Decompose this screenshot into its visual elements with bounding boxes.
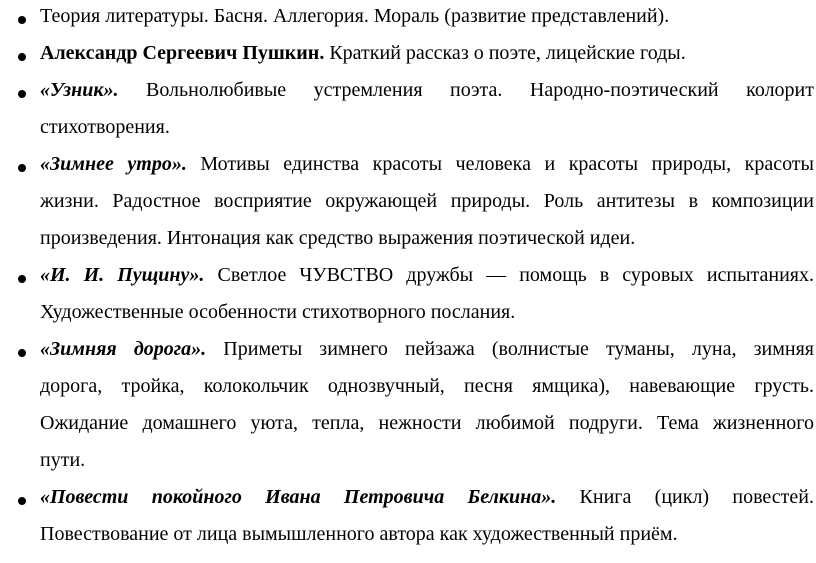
list-item-text: дорога, тройка, колокольчик однозвучный, песня ямщика), навевающие грусть.	[40, 375, 814, 397]
bullet-icon	[18, 90, 26, 98]
list-item-text: произведения. Интонация как средство выражения поэтической идеи.	[40, 227, 636, 249]
list-item-heading: «Повести покойного Ивана Петровича Белкина».	[40, 486, 557, 508]
list-item-text: Повествование от лица вымышленного автора как художественный приём.	[40, 523, 678, 545]
list-item-line	[40, 485, 814, 509]
bullet-icon	[18, 53, 26, 61]
list-item-heading: «Узник».	[40, 79, 119, 101]
list-item-text: Ожидание домашнего уюта, тепла, нежности любимой подруги. Тема жизненного	[40, 412, 814, 434]
bullet-icon	[18, 275, 26, 283]
list-item-text: Вольнолюбивые устремления поэта. Народно-поэтический колорит	[118, 79, 814, 101]
list-item-text: Мотивы единства красоты человека и красоты природы, красоты	[186, 153, 814, 175]
list-item-line	[40, 115, 814, 139]
list-item-line	[40, 41, 814, 65]
list-item-text: пути.	[40, 449, 86, 471]
list-item-line	[40, 522, 814, 546]
list-item-line	[40, 189, 814, 213]
list-item-text: жизни. Радостное восприятие окружающей природы. Роль антитезы в композиции	[40, 190, 814, 212]
list-item-text: Теория литературы. Басня. Аллегория. Мораль (развитие представлений).	[40, 5, 670, 27]
bullet-icon	[18, 349, 26, 357]
list-item-text: Книга (цикл) повестей.	[556, 486, 814, 508]
list-item-heading: «Зимняя дорога».	[40, 338, 207, 360]
list-item-line	[40, 374, 814, 398]
list-item-line	[40, 448, 814, 472]
list-item-heading: «Зимнее утро».	[40, 153, 187, 175]
list-item-line	[40, 337, 814, 361]
list-item-text: стихотворения.	[40, 116, 170, 138]
list-item-heading: «И. И. Пущину».	[40, 264, 205, 286]
list-item-text: Светлое ЧУВСТВО дружбы — помощь в суровых испытаниях.	[204, 264, 815, 286]
list-item-line	[40, 263, 814, 287]
list-item-line	[40, 226, 814, 250]
bullet-icon	[18, 164, 26, 172]
list-item-heading: Александр Сергеевич Пушкин.	[40, 42, 325, 64]
list-item-line	[40, 411, 814, 435]
list-item-text: Краткий рассказ о поэте, лицейские годы.	[324, 42, 686, 64]
list-item-line	[40, 78, 814, 102]
list-item-line	[40, 152, 814, 176]
bullet-icon	[18, 497, 26, 505]
list-item-line	[40, 4, 814, 28]
list-item-line	[40, 300, 814, 324]
list-item-text: Художественные особенности стихотворного послания.	[40, 301, 516, 323]
list-item-text: Приметы зимнего пейзажа (волнистые туманы, луна, зимняя	[206, 338, 814, 360]
bullet-icon	[18, 16, 26, 24]
